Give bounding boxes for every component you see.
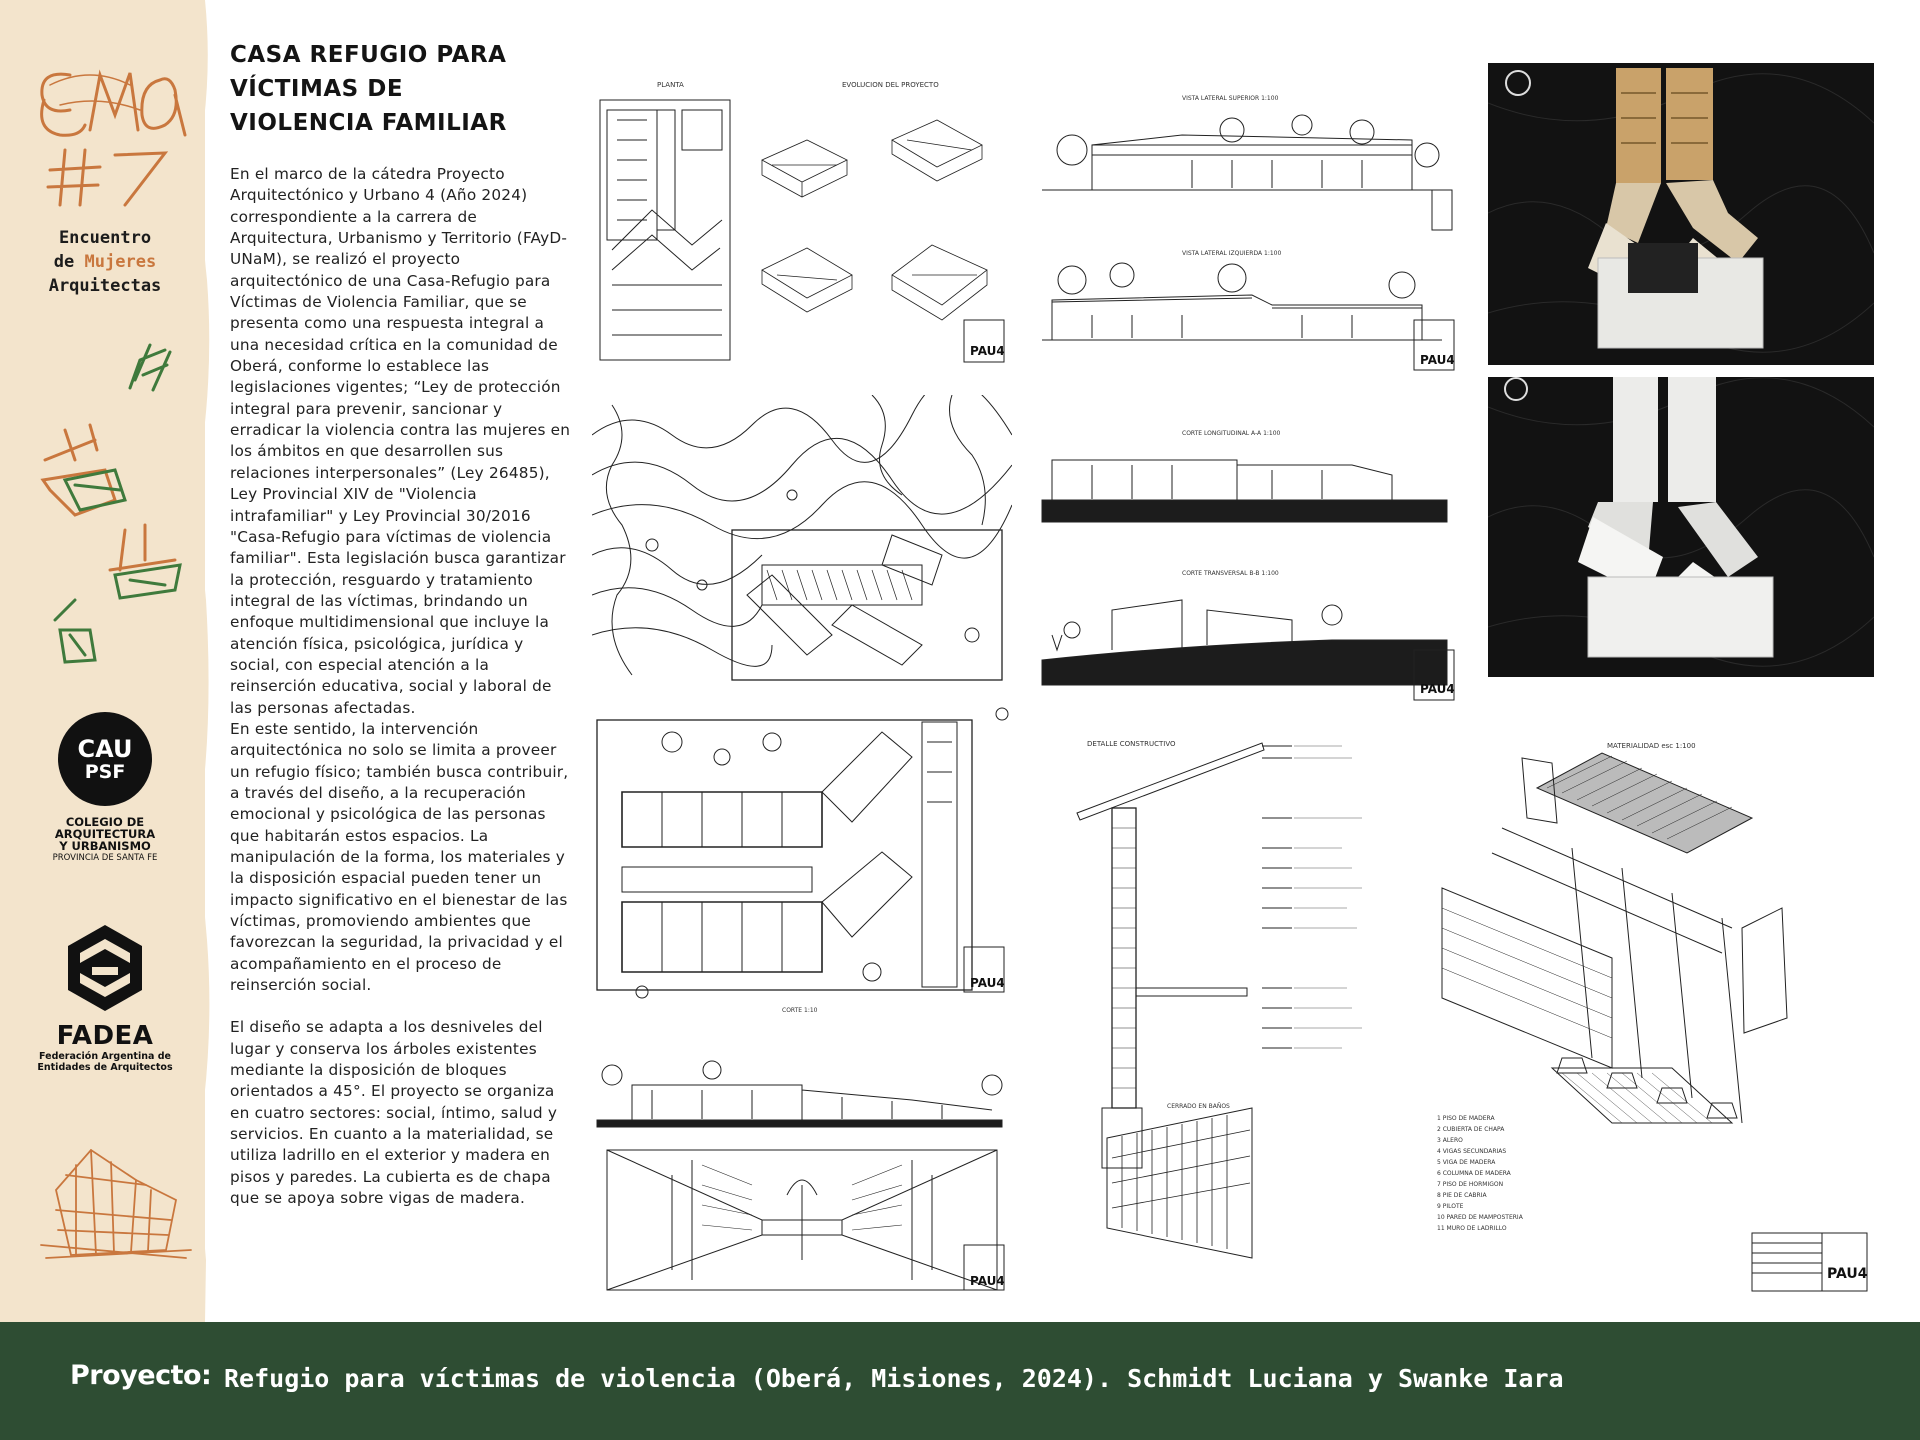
svg-text:10 PARED DE MAMPOSTERIA: 10 PARED DE MAMPOSTERIA <box>1437 1214 1523 1221</box>
ema-logo-icon <box>30 55 200 215</box>
svg-text:1 PISO DE MADERA: 1 PISO DE MADERA <box>1437 1115 1495 1122</box>
plan-title: PLANTA <box>657 81 684 89</box>
svg-text:2 CUBIERTA DE CHAPA: 2 CUBIERTA DE CHAPA <box>1437 1126 1505 1133</box>
brand-line-1: Encuentro <box>58 228 152 248</box>
section-2-title: CORTE TRANSVERSAL B-B 1:100 <box>1182 570 1279 577</box>
cau-line-1: CAU <box>77 734 133 763</box>
section-1-title: CORTE LONGITUDINAL A-A 1:100 <box>1182 430 1281 437</box>
paragraph-intervention: En este sentido, la intervención arquitectónica no solo se limita a proveer un refugio físico; también busca contribuir, a través del diseño, a la recuperación emocional y psicológica de las personas que habitarán estos espacios. La manipulación de la forma, los materiales y la disposición espacial pueden tener un impacto significativo en el bienestar de las víctimas, promoviendo ambientes que favorezcan la seguridad, la privacidad y el acompañamiento en el proceso de reinserción social. <box>230 719 569 995</box>
elevation-2-title: VISTA LATERAL IZQUIERDA 1:100 <box>1182 250 1282 257</box>
sheet-stamp: PAU4 <box>1827 1266 1868 1282</box>
evolution-title: EVOLUCION DEL PROYECTO <box>842 81 939 89</box>
svg-text:8 PIE DE CABRIA: 8 PIE DE CABRIA <box>1437 1192 1487 1199</box>
brand-line-3: Arquitectas <box>48 276 162 296</box>
paragraph-intro: En el marco de la cátedra Proyecto Arquitectónico y Urbano 4 (Año 2024) correspondiente a la carrera de Arquitectura, Urbanismo y Territorio (FAyD-UNaM), se realizó el proyecto arquitectónico de una Casa-Refugio para Víctimas de Violencia Familiar, que se presenta como una respuesta integral a una necesidad crítica en la comunidad de Oberá, conforme lo establece las legislaciones vigentes; “Ley de protección integral para prevenir, sancionar y erradicar la violencia contra las mujeres en los ámbitos en que desarrollen sus relaciones interpersonales” (Ley 26485), Ley Provincial XIV de "Violencia intrafamiliar" y Ley Provincial 30/2016 "Casa-Refugio para víctimas de violencia familiar". Esta legislación busca garantizar la protección, resguardo y tratamiento integral de las víctimas, brindando un enfoque multidimensional que incluye la atención física, psicológica, jurídica y social, con especial atención a la reinserción educativa, social y laboral de las personas afectadas. <box>230 165 571 717</box>
floor-plan-sheet <box>592 702 1012 1012</box>
model-photo-1 <box>1488 63 1874 365</box>
sheet-stamp: PAU4 <box>970 344 1005 358</box>
site-plan-sheet <box>592 395 1012 685</box>
svg-text:7 PISO DE HORMIGON: 7 PISO DE HORMIGON <box>1437 1181 1504 1188</box>
sections-sheet <box>1032 395 1460 705</box>
fadea-logo <box>20 925 190 1073</box>
cau-text: COLEGIO DE ARQUITECTURA Y URBANISMO <box>54 815 156 853</box>
fadea-mark-icon <box>62 925 148 1011</box>
svg-text:5 VIGA DE MADERA: 5 VIGA DE MADERA <box>1437 1159 1496 1166</box>
paragraph-design: El diseño se adapta a los desniveles del lugar y conserva los árboles existentes mediante la disposición de bloques orientados a 45°. El proyecto se organiza en cuatro sectores: social, íntimo, salud y servicios. En cuanto a la materialidad, se utiliza ladrillo en el exterior y madera en pisos y paredes. La cubierta es de chapa que se apoya sobre vigas de madera. <box>230 1018 558 1208</box>
construction-detail-sheet <box>1032 728 1874 1296</box>
page-title: CASA REFUGIO PARA VÍCTIMAS DE VIOLENCIA FAMILIAR <box>230 42 507 136</box>
cau-badge <box>58 712 152 806</box>
footer-label: Proyecto: <box>70 1360 212 1391</box>
bathroom-title: CERRADO EN BAÑOS <box>1167 1103 1230 1110</box>
cau-subtitle: PROVINCIA DE SANTA FE <box>52 853 158 863</box>
materiality-title: MATERIALIDAD esc 1:100 <box>1607 742 1696 750</box>
floorplan-caption: CORTE 1:10 <box>782 1007 818 1012</box>
detail-title: DETALLE CONSTRUCTIVO <box>1087 740 1176 748</box>
house-sketch-icon <box>36 1140 196 1265</box>
sheet-stamp: PAU4 <box>970 976 1005 990</box>
chair-illustrations-icon <box>35 330 195 670</box>
plan-evolution-sheet <box>592 70 1012 370</box>
model-photo-2 <box>1488 377 1874 677</box>
elevation-1-title: VISTA LATERAL SUPERIOR 1:100 <box>1182 95 1279 102</box>
fadea-subtitle-2: Entidades de Arquitectos <box>37 1062 173 1073</box>
footer-project-info: Refugio para víctimas de violencia (Oberá, Misiones, 2024). Schmidt Luciana y Swanke Iara <box>224 1364 1564 1393</box>
svg-text:3 ALERO: 3 ALERO <box>1437 1137 1463 1144</box>
perspective-sheet <box>592 1045 1012 1295</box>
svg-text:4 VIGAS SECUNDARIAS: 4 VIGAS SECUNDARIAS <box>1437 1148 1507 1155</box>
fadea-subtitle-1: Federación Argentina de <box>39 1051 171 1062</box>
sheet-stamp: PAU4 <box>1420 682 1455 696</box>
sheet-stamp: PAU4 <box>970 1274 1005 1288</box>
brand-line-2: de Mujeres <box>53 252 157 272</box>
svg-text:11 MURO DE LADRILLO: 11 MURO DE LADRILLO <box>1437 1225 1507 1232</box>
description-text <box>230 164 574 1210</box>
sheet-stamp: PAU4 <box>1420 353 1455 367</box>
svg-text:6 COLUMNA DE MADERA: 6 COLUMNA DE MADERA <box>1437 1170 1511 1177</box>
elevations-sheet <box>1032 70 1460 375</box>
cau-logo <box>20 712 190 863</box>
fadea-name: FADEA <box>56 1021 154 1051</box>
cau-line-2: PSF <box>84 760 126 783</box>
svg-text:9 PILOTE: 9 PILOTE <box>1437 1203 1464 1210</box>
brand-name <box>20 226 190 298</box>
